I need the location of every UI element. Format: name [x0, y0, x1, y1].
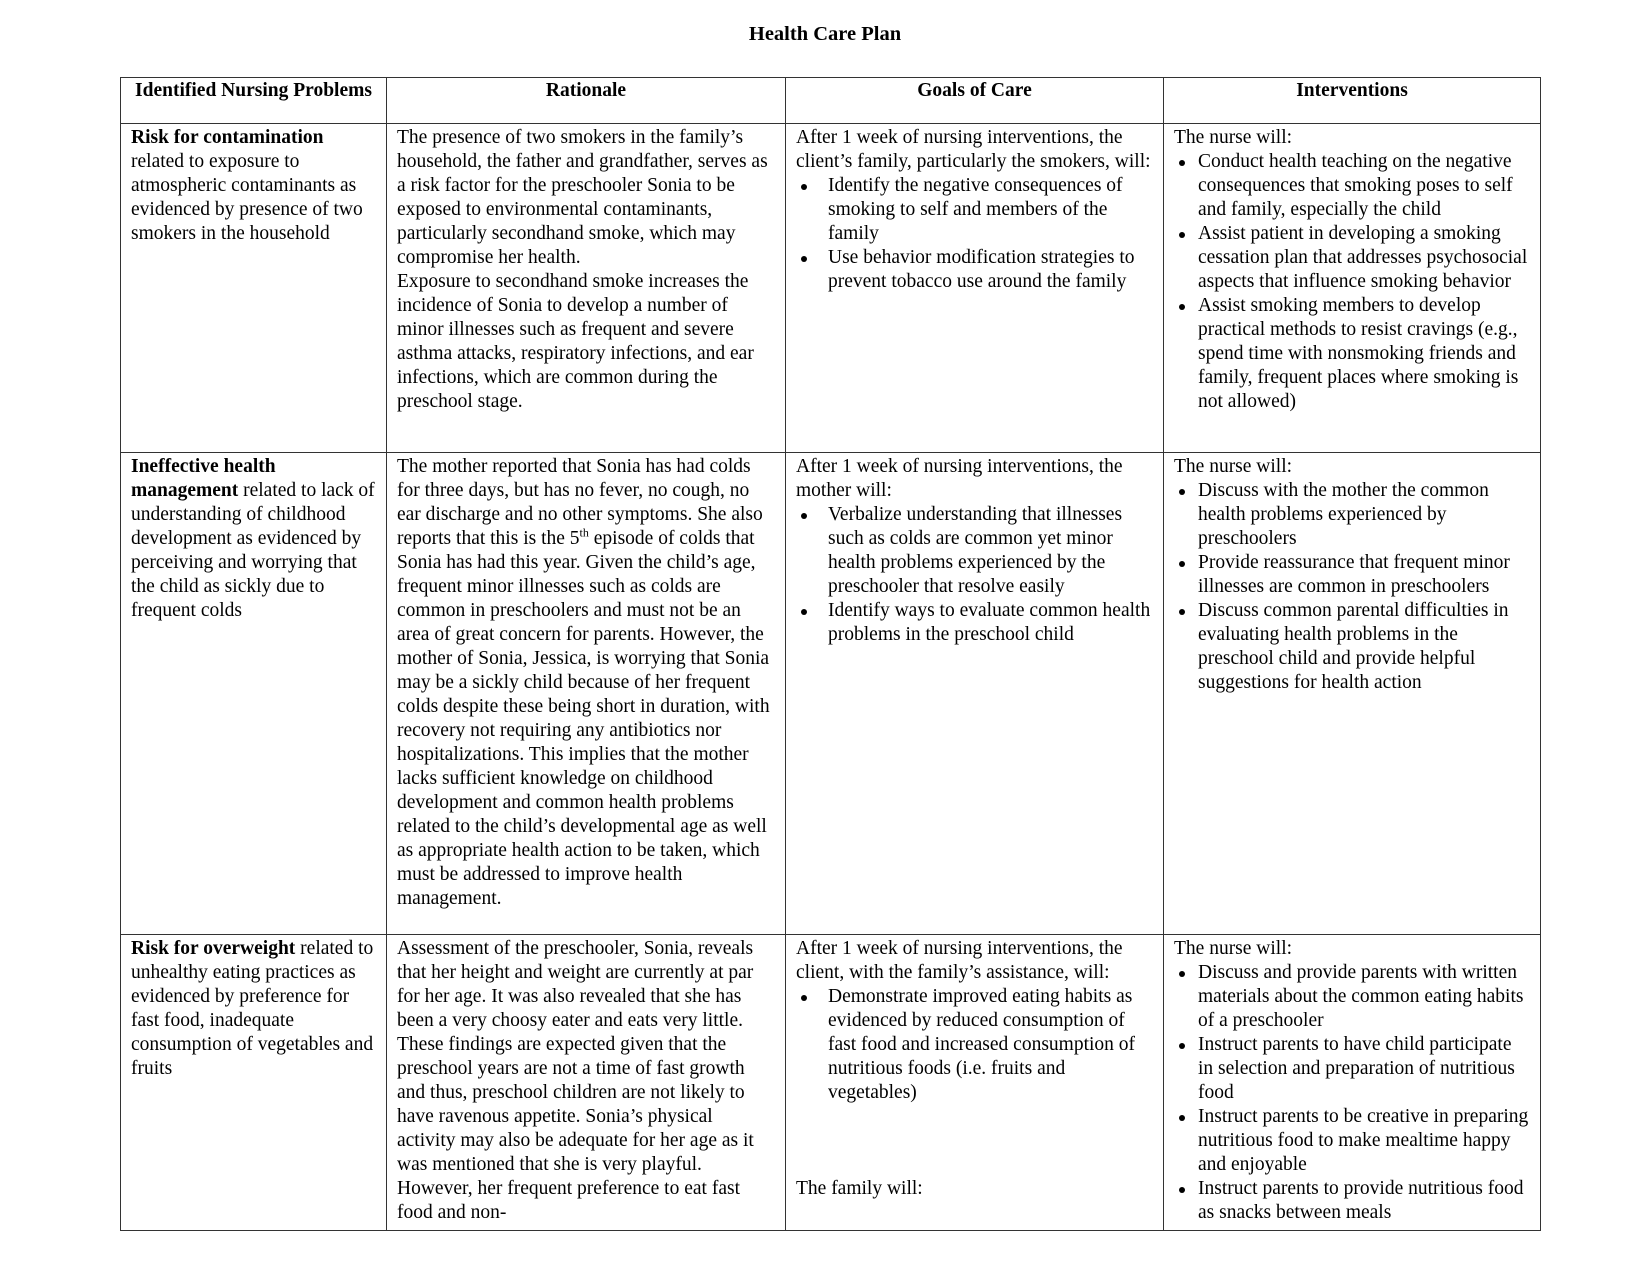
rationale-text: episode of colds that Sonia has had this year. Given the child’s age, frequent minor illnesses such as colds are common in preschoolers and must not be an area of great concern for parents. However, the mother of Sonia, Jessica, is worrying that Sonia may be a sickly child because of her frequent colds despite these being short in duration, with recovery not requiring any antibiotics nor hospitalizations. This implies that the mother lacks sufficient knowledge on childhood development and common health problems related to the child’s developmental age as well as appropriate health action to be taken, which must be addressed to improve health management. [397, 528, 770, 909]
problem-cell [121, 453, 387, 935]
goals-outro: The family will: [796, 1178, 923, 1199]
interventions-list [1174, 961, 1530, 1225]
list-item: Conduct health teaching on the negative consequences that smoking poses to self and family, especially the child [1198, 150, 1530, 222]
problem-cell [121, 935, 387, 1231]
interventions-intro: The nurse will: [1174, 938, 1293, 959]
list-item: Discuss common parental difficulties in evaluating health problems in the preschool child and provide helpful suggestions for health action [1198, 599, 1530, 695]
list-item: Identify ways to evaluate common health problems in the preschool child [828, 599, 1153, 647]
header-interventions: Interventions [1164, 78, 1541, 124]
rationale-paragraph: Assessment of the preschooler, Sonia, reveals that her height and weight are currently at par for her age. It was also revealed that she has been a very choosy eater and eats very little. These findings are expected given that the preschool years are not a time of fast growth and thus, preschool children are not likely to have ravenous appetite. Sonia’s physical activity may also be adequate for her age as it was mentioned that she is very playful. However, her frequent preference to eat fast food and non- [397, 938, 754, 1223]
rationale-text: The mother reported that Sonia has had colds for three days, but has no fever, no cough, no ear discharge and no other symptoms. She also reports that this is the 5 [397, 456, 763, 549]
list-item: Instruct parents to be creative in preparing nutritious food to make mealtime happy and enjoyable [1198, 1106, 1529, 1175]
rationale-paragraph: Exposure to secondhand smoke increases the incidence of Sonia to develop a number of minor illnesses such as frequent and severe asthma attacks, respiratory infections, and ear infections, which are common during the preschool stage. [397, 271, 754, 412]
goals-cell [786, 124, 1164, 453]
goals-list [796, 985, 1153, 1105]
problem-description: related to lack of understanding of childhood development as evidenced by perceiving and worrying that the child as sickly due to frequent colds [131, 480, 375, 621]
list-item: Use behavior modification strategies to prevent tobacco use around the family [828, 246, 1153, 294]
interventions-cell [1164, 935, 1541, 1231]
problem-cell [121, 124, 387, 453]
rationale-paragraph [397, 455, 775, 911]
list-item: Provide reassurance that frequent minor illnesses are common in preschoolers [1198, 551, 1530, 599]
goals-intro: After 1 week of nursing interventions, the client, with the family’s assistance, will: [796, 938, 1123, 983]
table-header-row [121, 78, 1541, 124]
goals-intro: After 1 week of nursing interventions, the mother will: [796, 456, 1123, 501]
goals-cell [786, 453, 1164, 935]
list-item: Discuss with the mother the common health problems experienced by preschoolers [1198, 479, 1530, 551]
list-item: Assist patient in developing a smoking cessation plan that addresses psychosocial aspects that influence smoking behavior [1198, 222, 1530, 294]
interventions-list [1174, 479, 1530, 695]
table-row [121, 453, 1541, 935]
rationale-cell [387, 935, 786, 1231]
problem-description: related to unhealthy eating practices as evidenced by preference for fast food, inadequate consumption of vegetables and fruits [131, 938, 374, 1079]
interventions-cell [1164, 453, 1541, 935]
document-title: Health Care Plan [748, 23, 902, 45]
rationale-paragraph: The presence of two smokers in the family’s household, the father and grandfather, serves as a risk factor for the preschooler Sonia to be exposed to environmental contaminants, particularly secondhand smoke, which may compromise her health. [397, 127, 768, 268]
health-care-plan-table [120, 77, 1541, 1231]
problem-description: related to exposure to atmospheric contaminants as evidenced by presence of two smokers in the household [131, 151, 363, 244]
table-row [121, 935, 1541, 1231]
interventions-intro: The nurse will: [1174, 127, 1293, 148]
list-item: Discuss and provide parents with written materials about the common eating habits of a preschooler [1198, 961, 1530, 1033]
interventions-cell [1164, 124, 1541, 453]
header-problems: Identified Nursing Problems [121, 78, 387, 124]
goals-list [796, 174, 1153, 294]
header-goals: Goals of Care [786, 78, 1164, 124]
goals-intro: After 1 week of nursing interventions, the client’s family, particularly the smokers, will: [796, 127, 1151, 172]
list-item: Demonstrate improved eating habits as evidenced by reduced consumption of fast food and increased consumption of nutritious foods (i.e. fruits and vegetables) [828, 985, 1153, 1105]
interventions-intro: The nurse will: [1174, 456, 1293, 477]
goals-list [796, 503, 1153, 647]
list-item: Instruct parents to have child participate in selection and preparation of nutritious food [1198, 1033, 1530, 1105]
list-item: Verbalize understanding that illnesses such as colds are common yet minor health problems experienced by the preschooler that resolve easily [828, 503, 1153, 599]
list-item: Instruct parents to provide nutritious food as snacks between meals [1198, 1177, 1530, 1225]
ordinal-suffix: th [579, 525, 589, 540]
interventions-list [1174, 150, 1530, 414]
problem-title: Ineffective health management [131, 456, 276, 501]
goals-cell [786, 935, 1164, 1231]
problem-title: Risk for contamination [131, 127, 324, 148]
rationale-cell [387, 453, 786, 935]
rationale-cell [387, 124, 786, 453]
list-item: Assist smoking members to develop practical methods to resist cravings (e.g., spend time with nonsmoking friends and family, frequent places where smoking is not allowed) [1198, 294, 1530, 414]
header-rationale: Rationale [387, 78, 786, 124]
problem-title: Risk for overweight [131, 938, 296, 959]
spacer [796, 1105, 1153, 1177]
list-item: Identify the negative consequences of smoking to self and members of the family [828, 174, 1153, 246]
table-row [121, 124, 1541, 453]
